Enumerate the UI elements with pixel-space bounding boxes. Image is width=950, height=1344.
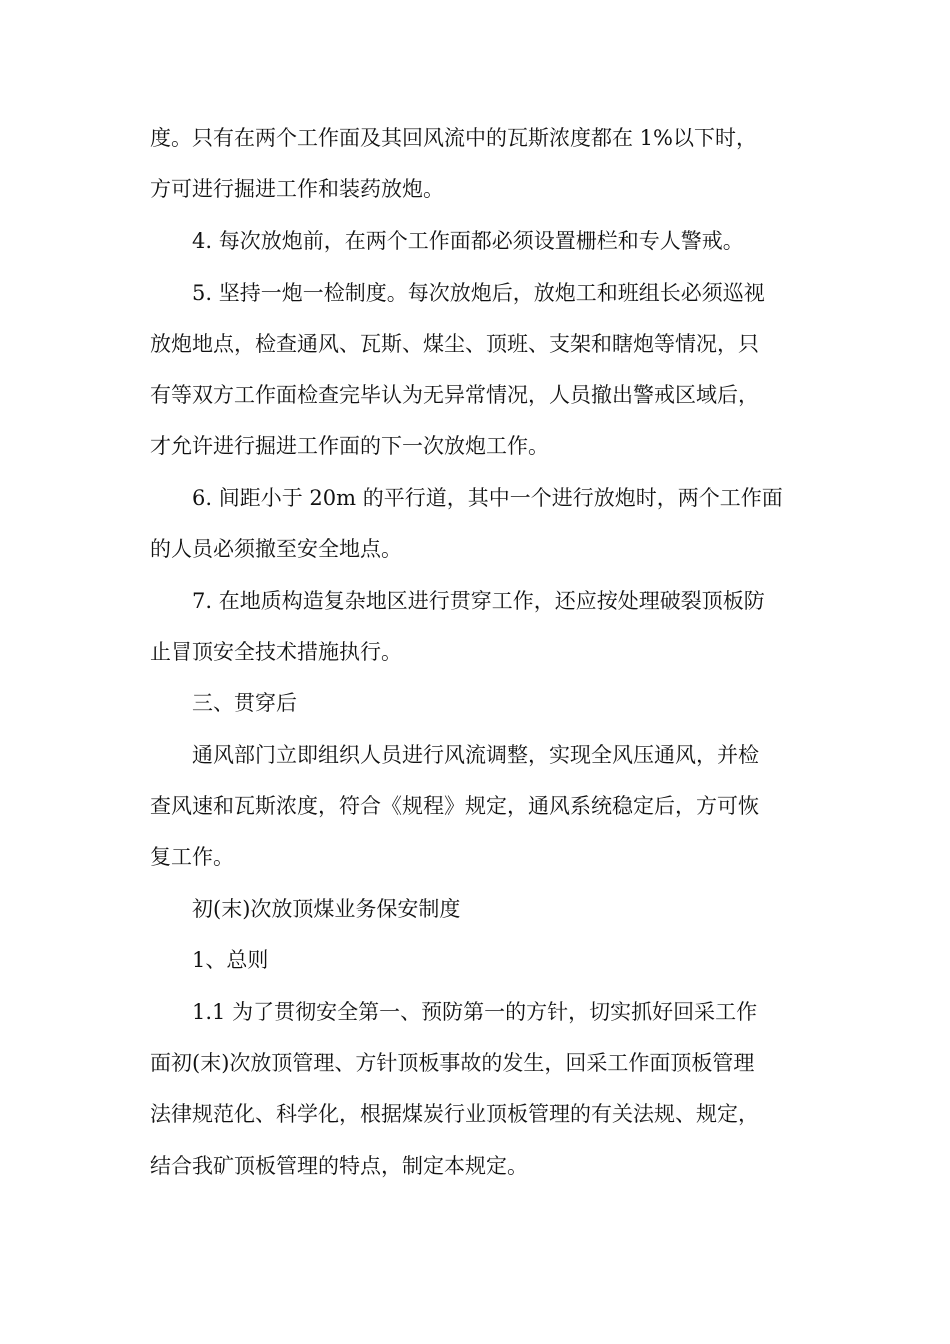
text-line: 方可进行掘进工作和装药放炮。 [150, 177, 444, 201]
text-line: 查风速和瓦斯浓度，符合《规程》规定，通风系统稳定后，方可恢 [150, 794, 759, 818]
section-heading-1: 1、总则 [192, 948, 269, 972]
text-line: 放炮地点，检查通风、瓦斯、煤尘、顶班、支架和瞎炮等情况，只 [150, 332, 759, 356]
text-line: 有等双方工作面检查完毕认为无异常情况，人员撤出警戒区域后， [150, 383, 759, 407]
paragraph-ventilation: 通风部门立即组织人员进行风流调整，实现全风压通风，并检 [192, 743, 759, 767]
text-line: 法律规范化、科学化，根据煤炭行业顶板管理的有关法规、规定， [150, 1102, 759, 1126]
text-line: 才允许进行掘进工作面的下一次放炮工作。 [150, 434, 549, 458]
text-line: 结合我矿顶板管理的特点，制定本规定。 [150, 1154, 528, 1178]
text-line: 的人员必须撤至安全地点。 [150, 537, 402, 561]
paragraph-4: 4. 每次放炮前，在两个工作面都必须设置栅栏和专人警戒。 [192, 229, 744, 253]
section-title: 初(末)次放顶煤业务保安制度 [192, 897, 461, 921]
paragraph-6: 6. 间距小于 20m 的平行道，其中一个进行放炮时，两个工作面 [192, 486, 783, 510]
paragraph-7: 7. 在地质构造复杂地区进行贯穿工作，还应按处理破裂顶板防 [192, 589, 765, 613]
text-line: 止冒顶安全技术措施执行。 [150, 640, 402, 664]
paragraph-1-1: 1.1 为了贯彻安全第一、预防第一的方针，切实抓好回采工作 [192, 1000, 758, 1024]
section-heading-3: 三、贯穿后 [192, 691, 297, 715]
paragraph-5: 5. 坚持一炮一检制度。每次放炮后，放炮工和班组长必须巡视 [192, 281, 765, 305]
text-line: 面初(末)次放顶管理、方针顶板事故的发生，回采工作面顶板管理 [150, 1051, 755, 1075]
text-line: 度。只有在两个工作面及其回风流中的瓦斯浓度都在 1%以下时， [150, 126, 757, 150]
text-line: 复工作。 [150, 845, 234, 869]
